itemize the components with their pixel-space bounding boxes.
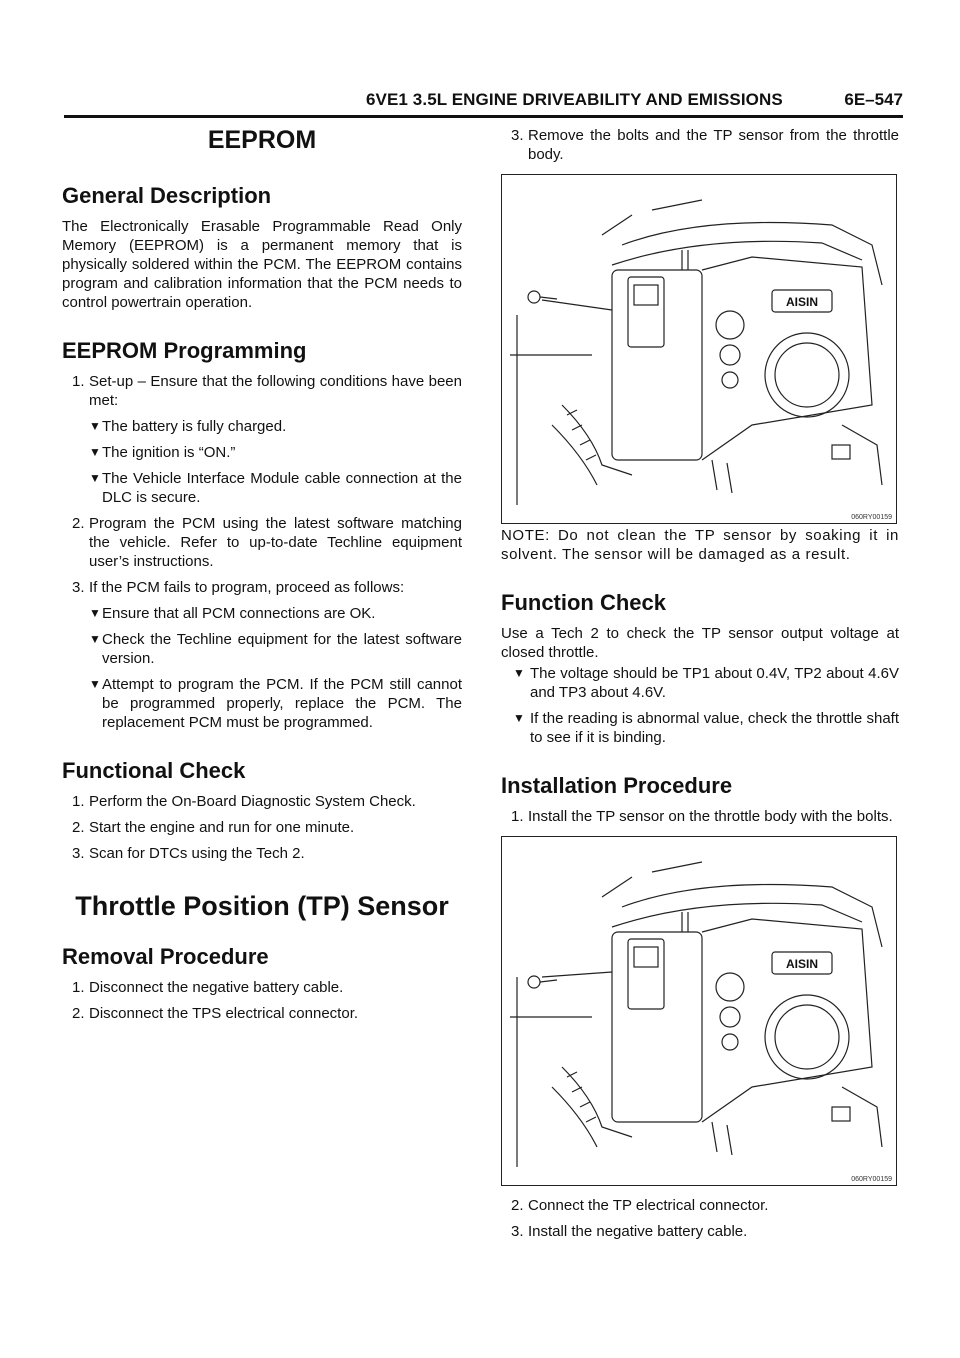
list-item: 2. Connect the TP electrical connector. [511, 1197, 769, 1214]
list-item: 3. Install the negative battery cable. [511, 1223, 748, 1240]
bullet-icon: ▼ [513, 666, 525, 680]
figure-id-2: 060RY00159 [851, 1176, 892, 1183]
bullet-icon: ▼ [89, 419, 101, 433]
note-text: NOTE: Do not clean the TP sensor by soaking it in solvent. The sensor will be damaged as a result. [501, 527, 899, 563]
list-item: 1. Install the TP sensor on the throttle body with the bolts. [511, 808, 893, 825]
throttle-body-figure-2 [501, 836, 897, 1186]
installation-procedure-heading: Installation Procedure [501, 773, 733, 798]
bullet-item: ▼ Check the Techline equipment for the latest software version. [89, 631, 462, 667]
bullet-icon: ▼ [89, 677, 101, 691]
bullet-icon: ▼ [89, 632, 101, 646]
removal-procedure-heading: Removal Procedure [62, 944, 269, 969]
bullet-icon: ▼ [89, 606, 101, 620]
list-item: 3. Remove the bolts and the TP sensor from the throttle body. [511, 127, 899, 163]
throttle-body-illustration-2 [502, 837, 897, 1186]
bullet-item: ▼ If the reading is abnormal value, check the throttle shaft to see if it is binding. [513, 710, 899, 746]
general-description-heading: General Description [62, 183, 272, 208]
function-check-heading: Function Check [501, 590, 667, 615]
eeprom-programming-heading: EEPROM Programming [62, 338, 307, 363]
bullet-item: ▼ The battery is fully charged. [89, 418, 287, 435]
aisin-label-2: AISIN [785, 957, 819, 971]
bullet-item: ▼ Ensure that all PCM connections are OK. [89, 605, 376, 622]
right-column [501, 126, 899, 1248]
list-item: 3. Scan for DTCs using the Tech 2. [72, 845, 305, 862]
page-number: 6E–547 [844, 90, 903, 109]
tp-sensor-title: Throttle Position (TP) Sensor [75, 891, 449, 921]
aisin-label: AISIN [785, 295, 819, 309]
eeprom-title: EEPROM [207, 126, 317, 154]
bullet-item: ▼ Attempt to program the PCM. If the PCM still cannot be programmed properly, replace the PCM. The replacement PCM must be programmed. [89, 676, 462, 731]
header-title: 6VE1 3.5L ENGINE DRIVEABILITY AND EMISSIONS [366, 90, 783, 109]
bullet-icon: ▼ [513, 711, 525, 725]
functional-check-heading: Functional Check [62, 758, 246, 783]
throttle-body-illustration [502, 175, 897, 524]
general-description-text: The Electronically Erasable Programmable Read Only Memory (EEPROM) is a permanent memory that is physically soldered within the PCM. The EEPROM contains program and calibration information that the PCM needs to control powertrain operation. [62, 218, 462, 311]
figure-id: 060RY00159 [851, 514, 892, 521]
list-item: 1. Set-up – Ensure that the following conditions have been met: [72, 373, 462, 409]
header-rule [64, 115, 903, 118]
list-item: 1. Disconnect the negative battery cable. [72, 979, 344, 996]
list-item: 2. Program the PCM using the latest software matching the vehicle. Refer to up-to-date Techline equipment user’s instructions. [72, 515, 462, 570]
bullet-icon: ▼ [89, 445, 101, 459]
list-item: 1. Perform the On-Board Diagnostic System Check. [72, 793, 416, 810]
bullet-item: ▼ The voltage should be TP1 about 0.4V, TP2 about 4.6V and TP3 about 4.6V. [513, 665, 899, 701]
list-item: 2. Disconnect the TPS electrical connector. [72, 1005, 359, 1022]
bullet-icon: ▼ [89, 471, 101, 485]
list-item: 2. Start the engine and run for one minute. [72, 819, 355, 836]
function-check-text: Use a Tech 2 to check the TP sensor output voltage at closed throttle. [501, 625, 899, 661]
page-header [64, 90, 903, 116]
bullet-item: ▼ The Vehicle Interface Module cable connection at the DLC is secure. [89, 470, 462, 506]
left-column [62, 126, 462, 1030]
throttle-body-figure [501, 174, 897, 524]
bullet-item: ▼ The ignition is “ON.” [89, 444, 236, 461]
list-item: 3. If the PCM fails to program, proceed as follows: [72, 579, 405, 596]
